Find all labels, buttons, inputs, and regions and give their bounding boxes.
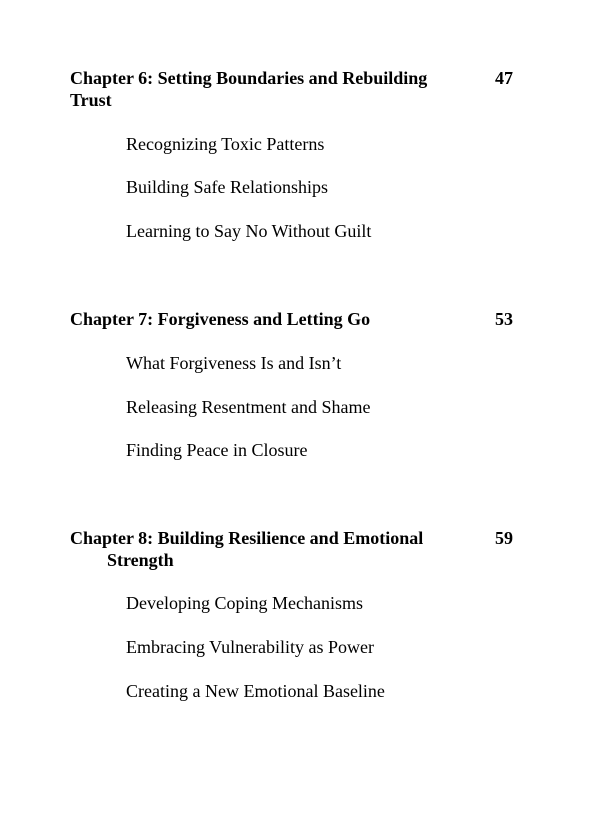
chapter-title-line: Chapter 7: Forgiveness and Letting Go — [70, 309, 371, 329]
section-entry: Building Safe Relationships — [126, 177, 328, 197]
chapter-title — [70, 527, 470, 571]
chapter-title-line: Trust — [70, 90, 112, 110]
section-entry: Finding Peace in Closure — [126, 440, 308, 460]
section-entry: Creating a New Emotional Baseline — [126, 681, 385, 701]
chapter-title — [70, 308, 470, 330]
chapter-title-line: Chapter 6: Setting Boundaries and Rebuilding — [70, 68, 428, 88]
page-number: 47 — [495, 68, 513, 88]
section-entry: Releasing Resentment and Shame — [126, 397, 371, 417]
page-number: 53 — [495, 309, 513, 329]
section-entry: Recognizing Toxic Patterns — [126, 134, 325, 154]
section-entry: Developing Coping Mechanisms — [126, 593, 363, 613]
chapter-title — [70, 67, 470, 111]
chapter-title-line: Strength — [107, 550, 174, 570]
section-entry: What Forgiveness Is and Isn’t — [126, 353, 342, 373]
page-number: 59 — [495, 528, 513, 548]
chapter-title-line: Chapter 8: Building Resilience and Emotional — [70, 528, 424, 548]
section-entry: Embracing Vulnerability as Power — [126, 637, 375, 657]
section-entry: Learning to Say No Without Guilt — [126, 221, 372, 241]
